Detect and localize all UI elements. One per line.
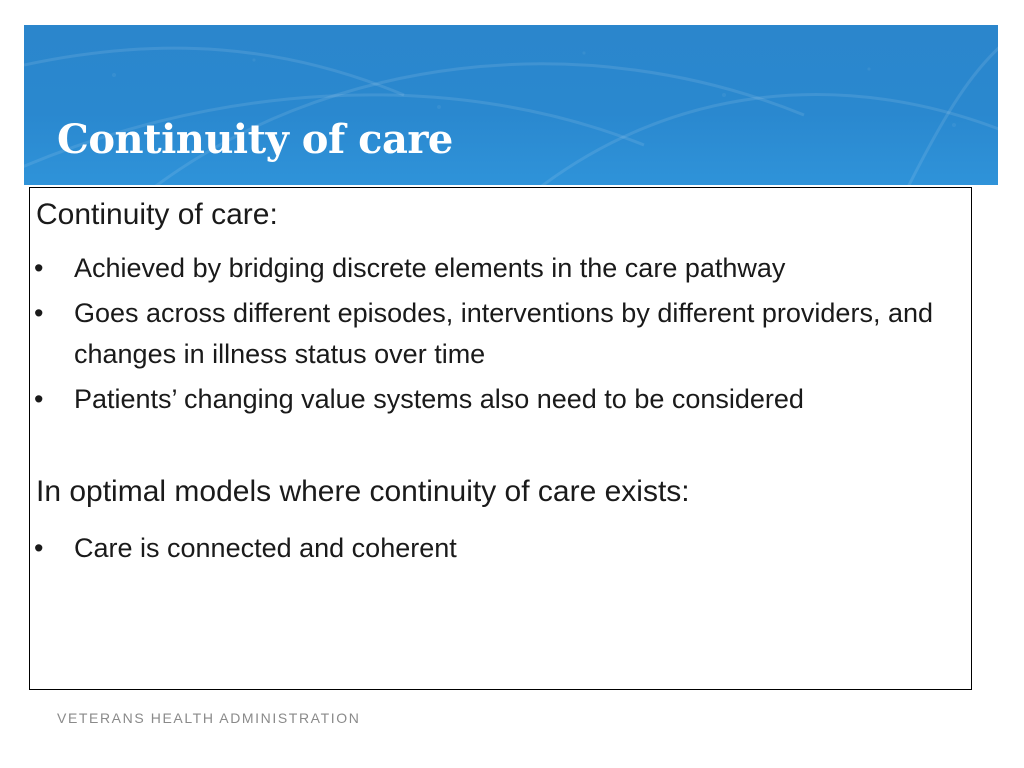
bullet-dot: • (34, 384, 44, 414)
bullet-text: Goes across different episodes, interventions by different providers, and changes in illness status over time (74, 298, 933, 369)
bullet-dot: • (34, 253, 44, 283)
section-heading-optimal-models: In optimal models where continuity of care exists: (36, 475, 690, 508)
bullet-text: Achieved by bridging discrete elements in the care pathway (74, 253, 786, 283)
list-item (30, 248, 934, 289)
bullet-text: Care is connected and coherent (74, 533, 457, 563)
list-item (30, 379, 934, 420)
bullet-list-optimal-models (30, 528, 934, 569)
section-heading-continuity: Continuity of care: (36, 198, 278, 231)
bullet-text: Patients’ changing value systems also need to be considered (74, 384, 804, 414)
footer-organization: VETERANS HEALTH ADMINISTRATION (57, 710, 361, 726)
list-item (30, 293, 934, 375)
list-item (30, 528, 934, 569)
bullet-list-continuity (30, 248, 934, 420)
content-box (29, 187, 972, 690)
slide-title: Continuity of care (57, 116, 453, 163)
bullet-dot: • (34, 298, 44, 328)
bullet-dot: • (34, 533, 44, 563)
